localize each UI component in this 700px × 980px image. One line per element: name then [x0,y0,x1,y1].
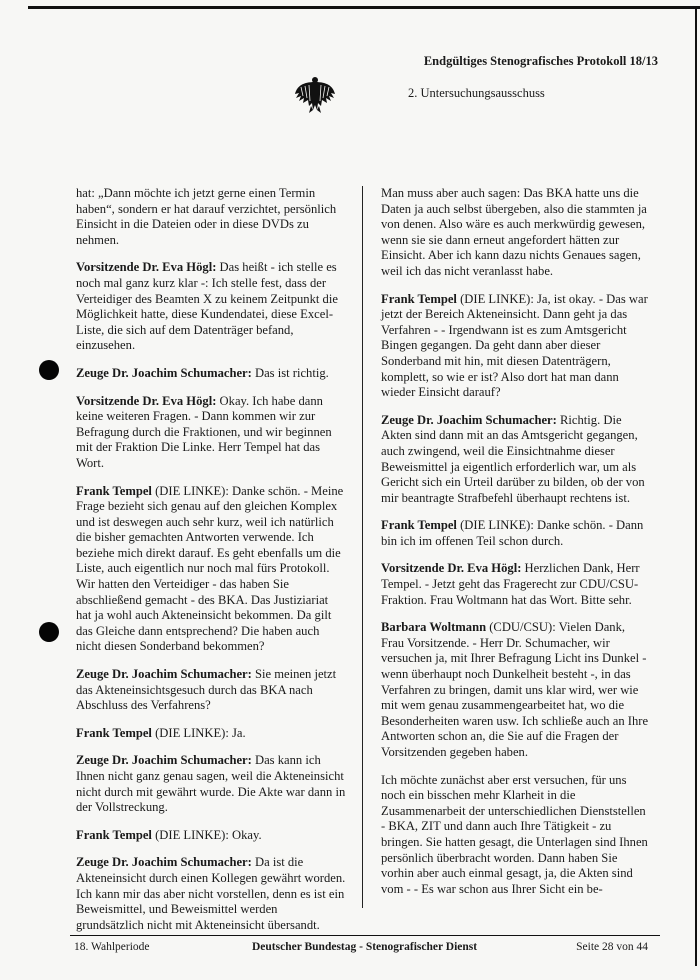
paragraph: hat: „Dann möchte ich jetzt gerne einen Termin haben“, sondern er hat darauf verzichtet, persönlich Einsicht in die Dateien oder in diese DVDs zu nehmen. [76,186,337,247]
bundestag-eagle-icon [293,74,337,114]
paragraph: Vorsitzende Dr. Eva Högl: Okay. Ich habe dann keine weiteren Fragen. - Dann kommen wir zur Befragung durch die Fraktionen, und wir beginnen mit der Fraktion Die Linke. Herr Tempel hat das Wort. [76,393,332,470]
speaker-name: Frank Tempel [76,827,152,842]
paragraph: Frank Tempel (DIE LINKE): Okay. [76,827,262,842]
punch-hole-icon [39,360,59,380]
speaker-name: Zeuge Dr. Joachim Schumacher: [76,855,252,870]
paragraph: Vorsitzende Dr. Eva Högl: Herzlichen Dank, Herr Tempel. - Jetzt geht das Fragerecht zur CDU/CSU-Fraktion. Frau Woltmann hat das Wort. Bitte sehr. [381,561,640,607]
speaker-name: Frank Tempel [76,483,152,498]
footer-legislative-period: 18. Wahlperiode [74,941,150,953]
paragraph: Frank Tempel (DIE LINKE): Danke schön. - Meine Frage bezieht sich genau auf den gleichen Komplex und ist deswegen auch sehr kurz, weil ich natürlich die bisher gemachten Antworten verwende. Ich beziehe mich direkt darauf. Es geht ebenfalls um die Liste, auch eigentlich nur noch mal fürs Protokoll. Wir hatten den Verteidiger - das haben Sie abschließend gemacht - des BKA. Das Justiziariat hat ja wohl auch Akteneinsicht bekommen. Da gilt das Gleiche dann entsprechend? Die haben auch nicht diesen Sonderband bekommen? [76,483,344,654]
speaker-name: Barbara Woltmann [381,620,487,635]
speaker-name: Frank Tempel [381,518,457,533]
column-divider [362,186,363,908]
speaker-name: Frank Tempel [381,291,457,306]
speaker-name: Frank Tempel [76,725,152,740]
paragraph: Zeuge Dr. Joachim Schumacher: Das ist richtig. [76,365,329,380]
paragraph: Zeuge Dr. Joachim Schumacher: Richtig. Die Akten sind dann mit an das Amtsgericht gegangen, auch zwingend, weil die Einsichtnahme dieser Beweismittel ja eigentlich erforderlich war, um als Gericht sich ein Urteil darüber zu bilden, ob der von mir beantragte Strafbefehl überhaupt rechtens ist. [381,412,645,505]
paragraph: Frank Tempel (DIE LINKE): Ja, ist okay. - Das war jetzt der Bereich Akteneinsicht. Dann geht ja das Verfahren - - Irgendwann ist es zum Amtsgericht Bingen gegangen. Da geht dann aber dieser Sonderband mit hin, mit diesen Datenträgern, komplett, so wie er ist? Also dort hat man dann wieder Einsicht darauf? [381,291,648,400]
paragraph: Frank Tempel (DIE LINKE): Ja. [76,725,246,740]
paragraph: Frank Tempel (DIE LINKE): Danke schön. - Dann bin ich im offenen Teil schon durch. [381,518,644,548]
speaker-name: Vorsitzende Dr. Eva Högl: [381,561,522,576]
speaker-name: Vorsitzende Dr. Eva Högl: [76,260,217,275]
paragraph: Zeuge Dr. Joachim Schumacher: Sie meinen jetzt das Akteneinsichtsgesuch durch das BKA nach Abschluss des Verfahrens? [76,667,337,713]
footer-rule [70,935,660,936]
footer-publisher: Deutscher Bundestag - Stenografischer Dienst [252,941,478,953]
speaker-name: Zeuge Dr. Joachim Schumacher: [76,667,252,682]
punch-hole-icon [39,622,59,642]
speaker-name: Vorsitzende Dr. Eva Högl: [76,393,217,408]
page-number: Seite 28 von 44 [576,941,648,953]
right-column [381,186,649,909]
protocol-title: Endgültiges Stenografisches Protokoll 18/13 [423,54,658,68]
paragraph: Ich möchte zunächst aber erst versuchen, für uns noch ein bisschen mehr Klarheit in die Zusammenarbeit der unterschiedlichen Dienststellen - BKA, ZIT und dann auch Ihre Tätigkeit - zu bringen. Sie hatten gesagt, die Unterlagen sind Ihnen persönlich überbracht worden. Dann haben Sie vorhin aber auch einmal gesagt, ja, die Akten sind vom - - Es war schon aus Ihrer Sicht ein be- [381,772,648,896]
page-edge-line [695,6,697,966]
paragraph: Vorsitzende Dr. Eva Högl: Das heißt - ich stelle es noch mal ganz kurz klar -: Ich stelle fest, dass der Verteidiger des Beamten X zu keinem Zeitpunkt die Möglichkeit hatte, diese Kundendatei, diese Excel-Liste, die sich auf dem Datenträger befand, einzusehen. [76,260,338,353]
speaker-name: Zeuge Dr. Joachim Schumacher: [76,365,252,380]
paragraph: Zeuge Dr. Joachim Schumacher: Das kann ich Ihnen nicht ganz genau sagen, weil die Akteneinsicht nicht durch mit gewährt wurde. Die Akte war dann in der Vollstreckung. [76,753,346,815]
speaker-name: Zeuge Dr. Joachim Schumacher: [381,412,557,427]
committee-name: 2. Untersuchungsausschuss [408,86,545,100]
left-column [76,186,346,945]
speaker-name: Zeuge Dr. Joachim Schumacher: [76,753,252,768]
top-rule [28,6,700,9]
paragraph: Zeuge Dr. Joachim Schumacher: Da ist die Akteneinsicht durch einen Kollegen gewährt worden. Ich kann mir das aber nicht vorstellen, denn es ist ein Beweismittel, und Beweismittel werden grundsätzlich nicht mit Akteneinsicht übersandt. [76,855,346,932]
paragraph: Man muss aber auch sagen: Das BKA hatte uns die Daten ja auch selbst übergeben, also die stammten ja von denen. Also wäre es auch merkwürdig gewesen, wenn sie sie dann erneut angefordert hätten zur Einsicht. Aber ich kann dazu nichts Genaues sagen, weil ich das nicht veranlasst habe. [381,186,647,278]
paragraph: Barbara Woltmann (CDU/CSU): Vielen Dank, Frau Vorsitzende. - Herr Dr. Schumacher, wir versuchen ja, mit Ihrer Befragung Licht ins Dunkel - wenn überhaupt noch Dunkelheit besteht -, in das Verfahren zu bringen, damit uns klar wird, wer wie mit wem genau zusammengearbeitet hat, wo die Besonderheiten waren usw. Ich schließe auch an Ihre Antworten schon an, die Sie auf die Fragen der Vorsitzenden gegeben haben. [381,620,649,759]
